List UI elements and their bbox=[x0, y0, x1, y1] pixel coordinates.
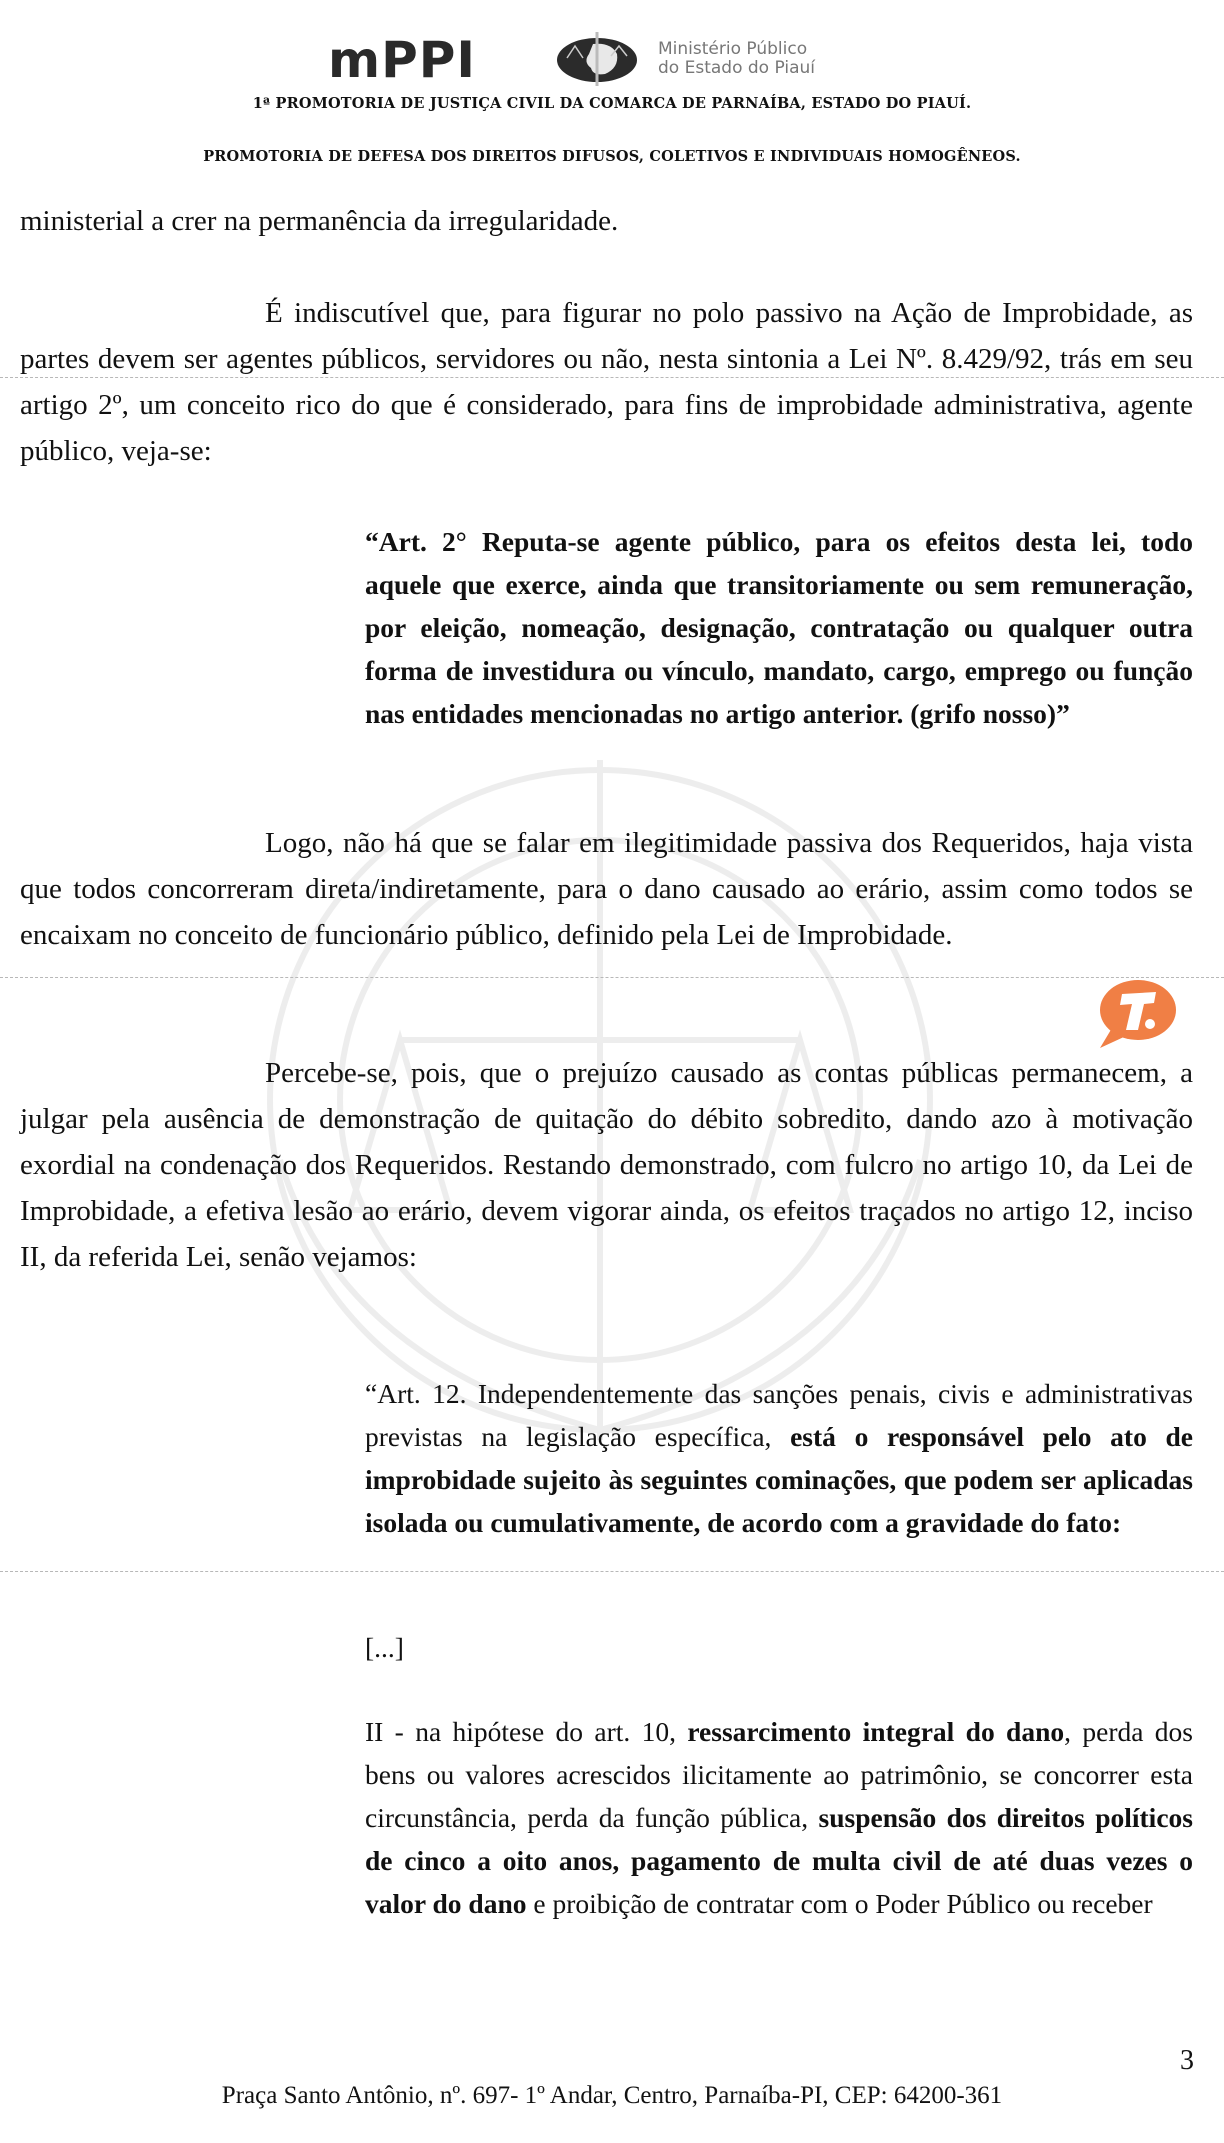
inciso-ii-part-c: , perda dos bens ou valores acrescidos ilicitamente ao patrimônio, se concorrer esta circunstância, perda da função pública, bbox=[365, 1716, 1194, 1833]
letterhead-logo bbox=[0, 30, 1224, 90]
inciso-ii-part-b: ressarcimento integral do dano bbox=[687, 1716, 1065, 1747]
quote-art-2: “Art. 2° Reputa-se agente público, para os efeitos desta lei, todo aquele que exerce, ainda que transitoriamente ou sem remuneração, por eleição, nomeação, designação, contratação ou qualquer outra forma de investidura ou vínculo, mandato, cargo, emprego ou função nas entidades mencionadas no artigo anterior. (grifo nosso)” bbox=[365, 526, 1193, 729]
logo-institution-name bbox=[658, 40, 815, 78]
logo-acronym: mPPI bbox=[328, 31, 476, 89]
fold-line bbox=[0, 977, 1224, 978]
scales-of-justice-emblem-icon bbox=[553, 32, 641, 86]
quote-art-12-bold: está o responsável pelo ato de improbidade sujeito às seguintes cominações, que podem ser aplicadas isolada ou cumulativamente, de acordo com a gravidade do fato: bbox=[365, 1421, 1194, 1538]
quote-art-12-plain: “Art. 12. Independentemente das sanções penais, civis e administrativas previstas na legislação específica, bbox=[365, 1378, 1193, 1452]
quote-art-12 bbox=[365, 1372, 1193, 1544]
logo-line-1: Ministério Público bbox=[658, 39, 808, 59]
page-number: 3 bbox=[1180, 2045, 1194, 2076]
office-title: 1ª PROMOTORIA DE JUSTIÇA CIVIL DA COMARCA DE PARNAÍBA, ESTADO DO PIAUÍ. bbox=[252, 95, 972, 112]
inciso-ii-part-e: e proibição de contratar com o Poder Público ou receber bbox=[526, 1888, 1153, 1919]
office-subtitle: PROMOTORIA DE DEFESA DOS DIREITOS DIFUSOS, COLETIVOS E INDIVIDUAIS HOMOGÊNEOS. bbox=[203, 148, 1021, 165]
paragraph-damage: Percebe-se, pois, que o prejuízo causado as contas públicas permanecem, a julgar pela ausência de demonstração de quitação do débito sobredito, dando azo à motivação exordial na condenação dos Requeridos. Restando demonstrado, com fulcro no artigo 10, da Lei de Improbidade, a efetiva lesão ao erário, devem vigorar ainda, os efeitos traçados no artigo 12, inciso II, da referida Lei, senão vejamos: bbox=[20, 1057, 1193, 1273]
logo-line-2: do Estado do Piauí bbox=[658, 58, 815, 78]
inciso-ii-part-a: II - na hipótese do art. 10, bbox=[365, 1716, 688, 1747]
paragraph-legitimacy: É indiscutível que, para figurar no polo passivo na Ação de Improbidade, as partes devem ser agentes públicos, servidores ou não, nesta sintonia a Lei Nº. 8.429/92, trás em seu artigo 2º, um conceito rico do que é considerado, para fins de improbidade administrativa, agente público, veja-se: bbox=[20, 297, 1193, 467]
fold-line bbox=[0, 1571, 1224, 1572]
paragraph-conclusion: Logo, não há que se falar em ilegitimidade passiva dos Requeridos, haja vista que todos concorreram direta/indiretamente, para o dano causado ao erário, assim como todos se encaixam no conceito de funcionário público, definido pela Lei de Improbidade. bbox=[20, 827, 1193, 951]
inciso-ii-part-d: suspensão dos direitos políticos de cinco a oito anos, pagamento de multa civil de até duas vezes o valor do dano bbox=[365, 1802, 1193, 1919]
quote-inciso-ii bbox=[365, 1710, 1193, 1925]
quote-ellipsis: [...] bbox=[365, 1632, 404, 1663]
footer-address: Praça Santo Antônio, nº. 697- 1º Andar, Centro, Parnaíba-PI, CEP: 64200-361 bbox=[221, 2082, 1003, 2109]
paragraph-continuation: ministerial a crer na permanência da irregularidade. bbox=[20, 205, 619, 237]
speech-bubble-t-icon[interactable] bbox=[1088, 976, 1180, 1052]
